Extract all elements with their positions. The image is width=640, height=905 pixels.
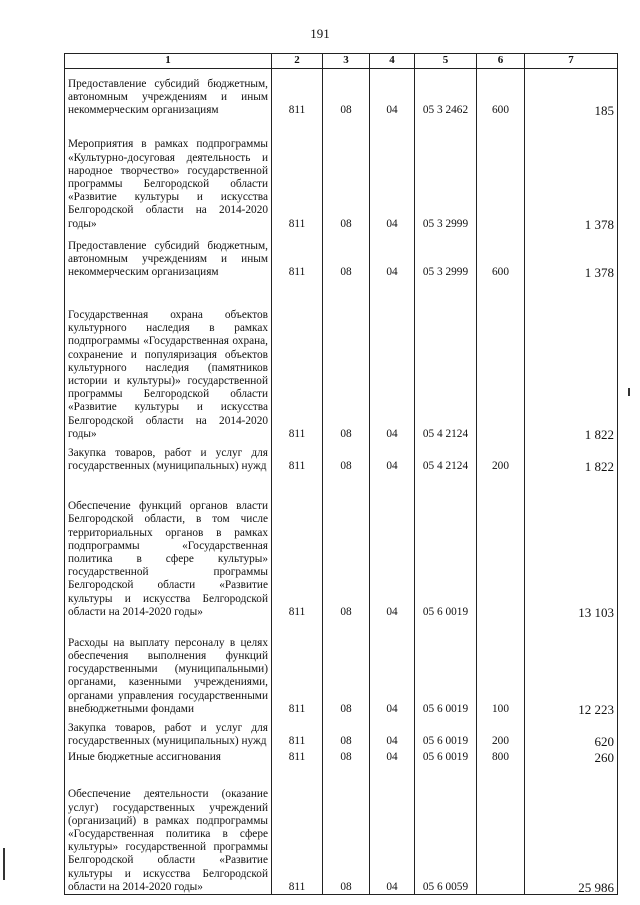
amount: 260 (525, 748, 618, 764)
target-item-code: 05 6 0019 (415, 473, 477, 619)
item-name: Иные бюджетные ассигнования (65, 748, 272, 764)
margin-mark (628, 388, 630, 396)
expense-type-code (477, 765, 525, 895)
subsection-code: 04 (370, 473, 415, 619)
amount: 13 103 (525, 473, 618, 619)
section-code: 08 (323, 473, 370, 619)
ministry-code: 811 (272, 473, 323, 619)
target-item-code: 05 3 2999 (415, 118, 477, 231)
section-code: 08 (323, 118, 370, 231)
column-header: 6 (477, 54, 525, 69)
amount: 1 378 (525, 118, 618, 231)
expense-type-code: 200 (477, 716, 525, 748)
section-code: 08 (323, 765, 370, 895)
column-header: 2 (272, 54, 323, 69)
item-name: Расходы на выплату персоналу в целях обеспечения выполнения функций государственными (муниципальными) органами, казенными учреждениями, органами управления государственными внебюджетными фондами (65, 619, 272, 716)
ministry-code: 811 (272, 765, 323, 895)
target-item-code: 05 6 0019 (415, 619, 477, 716)
ministry-code: 811 (272, 118, 323, 231)
section-code: 08 (323, 716, 370, 748)
table-row (65, 765, 618, 895)
expense-type-code: 800 (477, 748, 525, 764)
subsection-code: 04 (370, 118, 415, 231)
item-name: Государственная охрана объектов культурного наследия в рамках подпрограммы «Государственная охрана, сохранение и популяризация объектов культурного наследия (памятников истории и культуры)» государственной программы Белгородской области «Развитие культуры и искусства Белгородской области на 2014-2020 годы» (65, 279, 272, 441)
table-row (65, 748, 618, 764)
column-header: 4 (370, 54, 415, 69)
table-row (65, 279, 618, 441)
header-row (65, 54, 618, 69)
column-header: 3 (323, 54, 370, 69)
subsection-code: 04 (370, 716, 415, 748)
table-row (65, 716, 618, 748)
table-row (65, 231, 618, 280)
item-name: Обеспечение функций органов власти Белгородской области, в том числе территориальных органов в рамках подпрограммы «Государственная политика в сфере культуры» государственной программы Белгородской области «Развитие культуры и искусства Белгородской области на 2014-2020 годы» (65, 473, 272, 619)
subsection-code: 04 (370, 279, 415, 441)
ministry-code: 811 (272, 619, 323, 716)
item-name: Закупка товаров, работ и услуг для государственных (муниципальных) нужд (65, 441, 272, 473)
section-code: 08 (323, 69, 370, 118)
ministry-code: 811 (272, 748, 323, 764)
column-header: 7 (525, 54, 618, 69)
target-item-code: 05 3 2462 (415, 69, 477, 118)
item-name: Мероприятия в рамках подпрограммы «Культурно-досуговая деятельность и народное творчество» государственной программы Белгородской области «Развитие культуры и искусства Белгородской области на 2014-2020 годы» (65, 118, 272, 231)
subsection-code: 04 (370, 619, 415, 716)
ministry-code: 811 (272, 231, 323, 280)
expense-type-code: 200 (477, 441, 525, 473)
section-code: 08 (323, 231, 370, 280)
column-header: 1 (65, 54, 272, 69)
expense-type-code (477, 118, 525, 231)
item-name: Обеспечение деятельности (оказание услуг) государственных учреждений (организаций) в рамках подпрограммы «Государственная политика в сфере культуры» государственной программы Белгородской области «Развитие культуры и искусства Белгородской области на 2014-2020 годы» (65, 765, 272, 895)
amount: 1 822 (525, 441, 618, 473)
section-code: 08 (323, 748, 370, 764)
subsection-code: 04 (370, 765, 415, 895)
amount: 1 822 (525, 279, 618, 441)
expense-type-code: 100 (477, 619, 525, 716)
section-code: 08 (323, 441, 370, 473)
subsection-code: 04 (370, 441, 415, 473)
section-code: 08 (323, 619, 370, 716)
target-item-code: 05 3 2999 (415, 231, 477, 280)
page-number: 191 (310, 26, 330, 41)
ministry-code: 811 (272, 279, 323, 441)
subsection-code: 04 (370, 69, 415, 118)
ministry-code: 811 (272, 441, 323, 473)
expense-type-code: 600 (477, 69, 525, 118)
ministry-code: 811 (272, 716, 323, 748)
expense-type-code: 600 (477, 231, 525, 280)
target-item-code: 05 6 0019 (415, 748, 477, 764)
amount: 185 (525, 69, 618, 118)
table-row (65, 473, 618, 619)
table-row (65, 619, 618, 716)
target-item-code: 05 6 0019 (415, 716, 477, 748)
target-item-code: 05 4 2124 (415, 279, 477, 441)
amount: 1 378 (525, 231, 618, 280)
ministry-code: 811 (272, 69, 323, 118)
item-name: Закупка товаров, работ и услуг для государственных (муниципальных) нужд (65, 716, 272, 748)
section-code: 08 (323, 279, 370, 441)
amount: 620 (525, 716, 618, 748)
margin-mark (3, 848, 5, 880)
target-item-code: 05 4 2124 (415, 441, 477, 473)
item-name: Предоставление субсидий бюджетным, автономным учреждениям и иным некоммерческим организациям (65, 69, 272, 118)
budget-table (64, 53, 618, 895)
subsection-code: 04 (370, 231, 415, 280)
expense-type-code (477, 279, 525, 441)
table-row (65, 441, 618, 473)
target-item-code: 05 6 0059 (415, 765, 477, 895)
column-header: 5 (415, 54, 477, 69)
amount: 25 986 (525, 765, 618, 895)
table-row (65, 118, 618, 231)
item-name: Предоставление субсидий бюджетным, автономным учреждениям и иным некоммерческим организациям (65, 231, 272, 280)
subsection-code: 04 (370, 748, 415, 764)
table-row (65, 69, 618, 118)
expense-type-code (477, 473, 525, 619)
amount: 12 223 (525, 619, 618, 716)
